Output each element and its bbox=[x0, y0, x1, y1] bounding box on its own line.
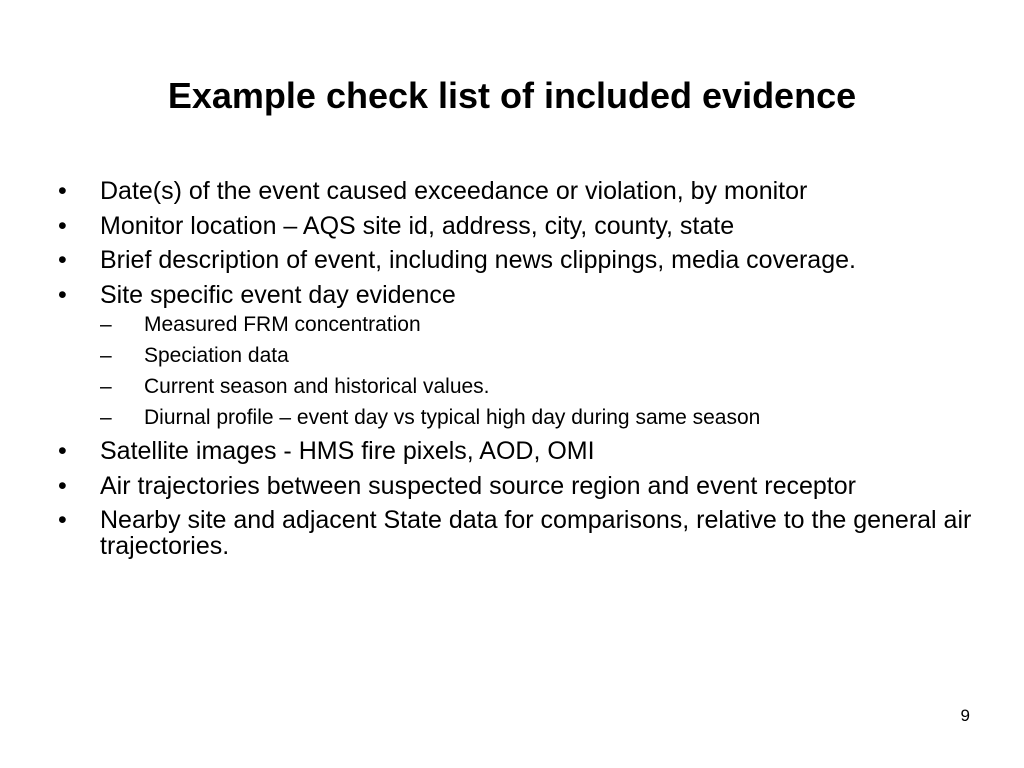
bullet-item bbox=[58, 178, 988, 204]
sub-bullet-item bbox=[100, 406, 988, 430]
sub-bullet-text: Speciation data bbox=[144, 343, 289, 367]
bullet-item bbox=[58, 473, 988, 499]
bullet-item bbox=[58, 438, 988, 464]
bullet-icon: • bbox=[58, 280, 67, 309]
sub-bullet-item bbox=[100, 344, 988, 368]
bullet-text: Nearby site and adjacent State data for comparisons, relative to the general air trajectories. bbox=[100, 506, 972, 560]
bullet-icon: • bbox=[58, 437, 67, 465]
bullet-item bbox=[58, 247, 988, 273]
bullet-text: Site specific event day evidence bbox=[100, 280, 456, 309]
sub-bullet-item bbox=[100, 375, 988, 399]
bullet-item bbox=[58, 507, 988, 559]
bullet-icon: • bbox=[58, 246, 67, 274]
bullet-text: Monitor location – AQS site id, address, city, county, state bbox=[100, 211, 735, 240]
bullet-list bbox=[58, 178, 988, 568]
dash-icon: – bbox=[100, 343, 112, 367]
bullet-icon: • bbox=[58, 471, 67, 500]
sub-bullet-text: Current season and historical values. bbox=[144, 374, 490, 398]
slide-title: Example check list of included evidence bbox=[167, 75, 857, 116]
sub-bullet-text: Measured FRM concentration bbox=[144, 312, 421, 336]
bullet-item bbox=[58, 213, 988, 239]
bullet-text: Satellite images - HMS fire pixels, AOD, OMI bbox=[100, 437, 595, 465]
dash-icon: – bbox=[100, 312, 112, 336]
bullet-text: Brief description of event, including news clippings, media coverage. bbox=[100, 246, 856, 274]
bullet-icon: • bbox=[58, 211, 67, 240]
sub-bullet-text: Diurnal profile – event day vs typical high day during same season bbox=[144, 405, 761, 429]
bullet-icon: • bbox=[58, 506, 67, 534]
sub-bullet-item bbox=[100, 313, 988, 337]
bullet-icon: • bbox=[58, 177, 67, 205]
sub-bullet-list bbox=[100, 313, 988, 430]
bullet-text: Air trajectories between suspected source region and event receptor bbox=[100, 471, 856, 500]
page-number: 9 bbox=[960, 706, 970, 725]
dash-icon: – bbox=[100, 374, 112, 398]
bullet-item bbox=[58, 282, 988, 430]
dash-icon: – bbox=[100, 405, 112, 429]
bullet-text: Date(s) of the event caused exceedance or violation, by monitor bbox=[100, 177, 808, 205]
